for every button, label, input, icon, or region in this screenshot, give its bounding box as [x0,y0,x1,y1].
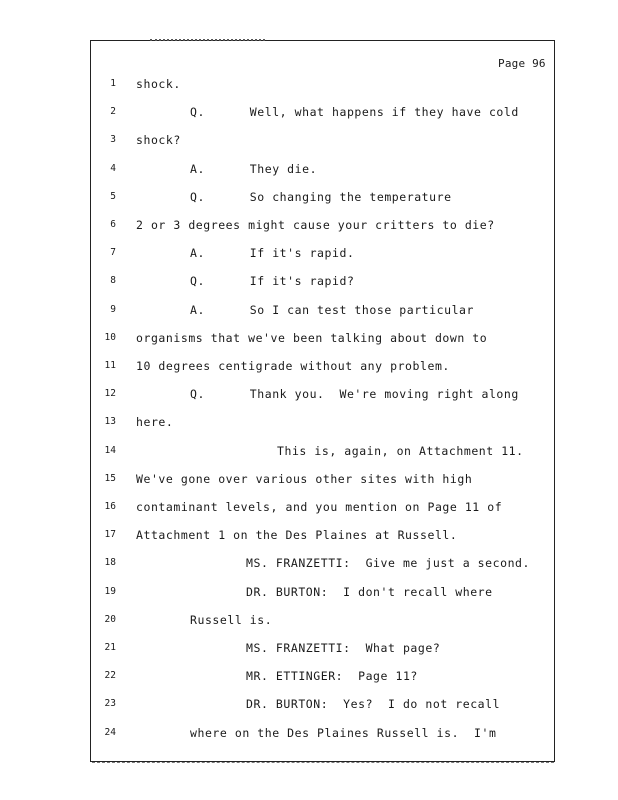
line-text: 10 degrees centigrade without any problem. [136,359,450,373]
page-number: Page 96 [498,57,546,70]
line-number: 6 [110,219,116,230]
transcript-line [0,190,618,210]
scan-artifact-top [150,39,265,44]
line-text: DR. BURTON: I don't recall where [246,584,493,599]
line-text: shock. [136,77,181,91]
line-number: 16 [104,501,116,512]
line-number: 24 [104,726,116,738]
transcript-line [0,641,618,661]
transcript-line [0,444,618,464]
line-number: 2 [110,106,116,118]
transcript-line [0,133,618,153]
transcript-line [0,585,618,605]
transcript-line [0,274,618,294]
transcript-line [0,726,618,746]
line-text: 2 or 3 degrees might cause your critters to die? [136,218,495,232]
line-number: 8 [110,275,116,287]
transcript-line [0,415,618,435]
transcript-line [0,528,618,548]
line-number: 18 [104,557,116,569]
line-text: MS. FRANZETTI: What page? [246,641,441,655]
line-number: 21 [104,642,116,653]
scan-artifact-bottom [92,762,554,766]
line-text: Attachment 1 on the Des Plaines at Russell. [136,528,458,543]
transcript-line [0,697,618,717]
line-text: Russell is. [190,612,273,627]
line-number: 20 [104,613,116,625]
line-number: 9 [110,303,116,315]
line-text: contaminant levels, and you mention on Page 11 of [136,500,503,514]
line-number: 19 [104,585,116,597]
line-number: 10 [104,331,116,343]
line-text: This is, again, on Attachment 11. [277,443,524,458]
transcript-line [0,303,618,323]
line-text: A. So I can test those particular [190,302,474,317]
line-number: 4 [110,162,116,174]
transcript-line [0,105,618,125]
transcript-line [0,162,618,182]
transcript-line [0,246,618,266]
line-number: 17 [104,529,116,541]
transcript-line [0,359,618,379]
transcript-line [0,669,618,689]
line-text: Q. Thank you. We're moving right along [190,387,519,402]
line-number: 1 [110,78,116,89]
line-text: here. [136,415,174,430]
line-text: A. If it's rapid. [190,246,355,261]
line-text: We've gone over various other sites with high [136,471,473,486]
transcript-line [0,556,618,576]
line-number: 14 [104,444,116,456]
transcript-line [0,472,618,492]
transcript-line [0,500,618,520]
line-text: DR. BURTON: Yes? I do not recall [246,697,501,712]
line-number: 12 [104,388,116,400]
line-text: Q. Well, what happens if they have cold [190,105,519,120]
line-number: 3 [110,134,116,146]
transcript-line [0,331,618,351]
line-text: MR. ETTINGER: Page 11? [246,669,418,684]
line-text: Q. If it's rapid? [190,274,355,289]
line-text: shock? [136,133,181,148]
line-number: 7 [110,247,116,259]
line-text: where on the Des Plaines Russell is. I'm [190,725,497,740]
line-text: MS. FRANZETTI: Give me just a second. [246,556,530,571]
transcript-line [0,218,618,238]
line-text: organisms that we've been talking about down to [136,330,488,345]
line-number: 13 [104,416,116,428]
line-number: 23 [104,698,116,710]
line-number: 22 [104,670,116,682]
transcript-line [0,613,618,633]
transcript-line [0,77,618,97]
line-number: 15 [104,472,116,484]
line-text: Q. So changing the temperature [190,189,452,204]
line-text: A. They die. [190,161,318,176]
line-number: 11 [104,360,116,371]
transcript-line [0,387,618,407]
line-number: 5 [110,190,116,202]
